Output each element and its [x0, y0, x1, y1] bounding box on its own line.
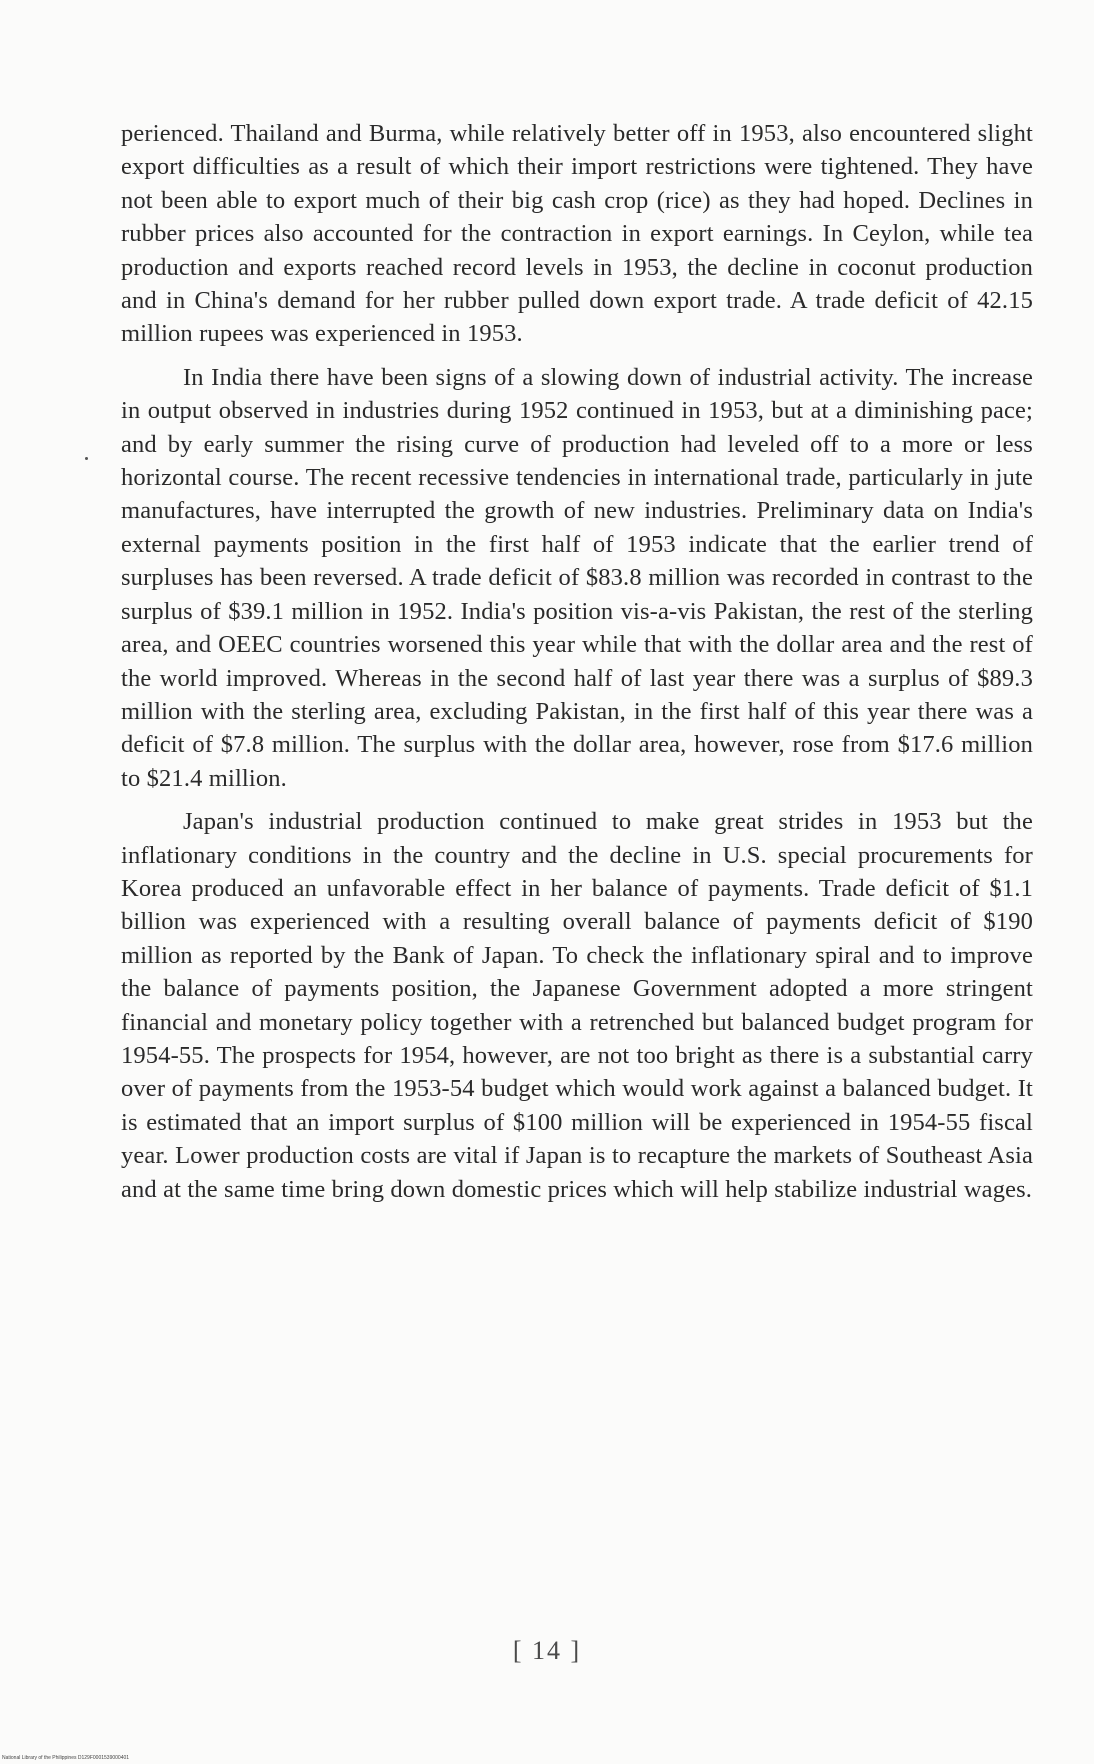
paragraph-japan: Japan's industrial production continued to make great strides in 1953 but the inflationary conditions in the country and the decline in U.S. special procurements for Korea produced an unfavorable effect in her balance of payments. Trade deficit of $1.1 billion was experienced with a resulting overall balance of payments deficit of $190 million as reported by the Bank of Japan. To check the inflationary spiral and to improve the balance of payments position, the Japanese Government adopted a more stringent financial and monetary policy together with a retrenched but balanced budget program for 1954-55. The prospects for 1954, however, are not too bright as there is a substantial carry over of payments from the 1953-54 budget which would work against a balanced budget. It is estimated that an import surplus of $100 million will be experienced in 1954-55 fiscal year. Lower production costs are vital if Japan is to recapture the markets of Southeast Asia and at the same time bring down domestic prices which will help stabilize industrial wages. [121, 808, 1033, 1203]
page-number: [ 14 ] [512, 1636, 582, 1665]
archive-footer-note: National Library of the Philippines D129F0001539000401 [2, 1755, 130, 1761]
paragraph-india: In India there have been signs of a slowing down of industrial activity. The increase in output observed in industries during 1952 continued in 1953, but at a diminishing pace; and by early summer the rising curve of production had leveled off to a more or less horizontal course. The recent recessive tendencies in international trade, particularly in jute manufactures, have interrupted the growth of new industries. Preliminary data on India's external payments position in the first half of 1953 indicate that the earlier trend of surpluses has been reversed. A trade deficit of $83.8 million was recorded in contrast to the surplus of $39.1 million in 1952. India's position vis-a-vis Pakistan, the rest of the sterling area, and OEEC countries worsened this year while that with the dollar area and the rest of the world improved. Whereas in the second half of last year there was a surplus of $89.3 million with the sterling area, excluding Pakistan, in the first half of this year there was a deficit of $7.8 million. The surplus with the dollar area, however, rose from $17.6 million to $21.4 million. [121, 363, 1033, 792]
stray-ink-mark [85, 457, 88, 460]
body-text [121, 117, 1033, 1216]
paragraph-continuation: perienced. Thailand and Burma, while relatively better off in 1953, also encountered slight export difficulties as a result of which their import restrictions were tightened. They have not been able to export much of their big cash crop (rice) as they had hoped. Declines in rubber prices also accounted for the contraction in export earnings. In Ceylon, while tea production and exports reached record levels in 1953, the decline in coconut production and in China's demand for her rubber pulled down export trade. A trade deficit of 42.15 million rupees was experienced in 1953. [121, 120, 1033, 348]
